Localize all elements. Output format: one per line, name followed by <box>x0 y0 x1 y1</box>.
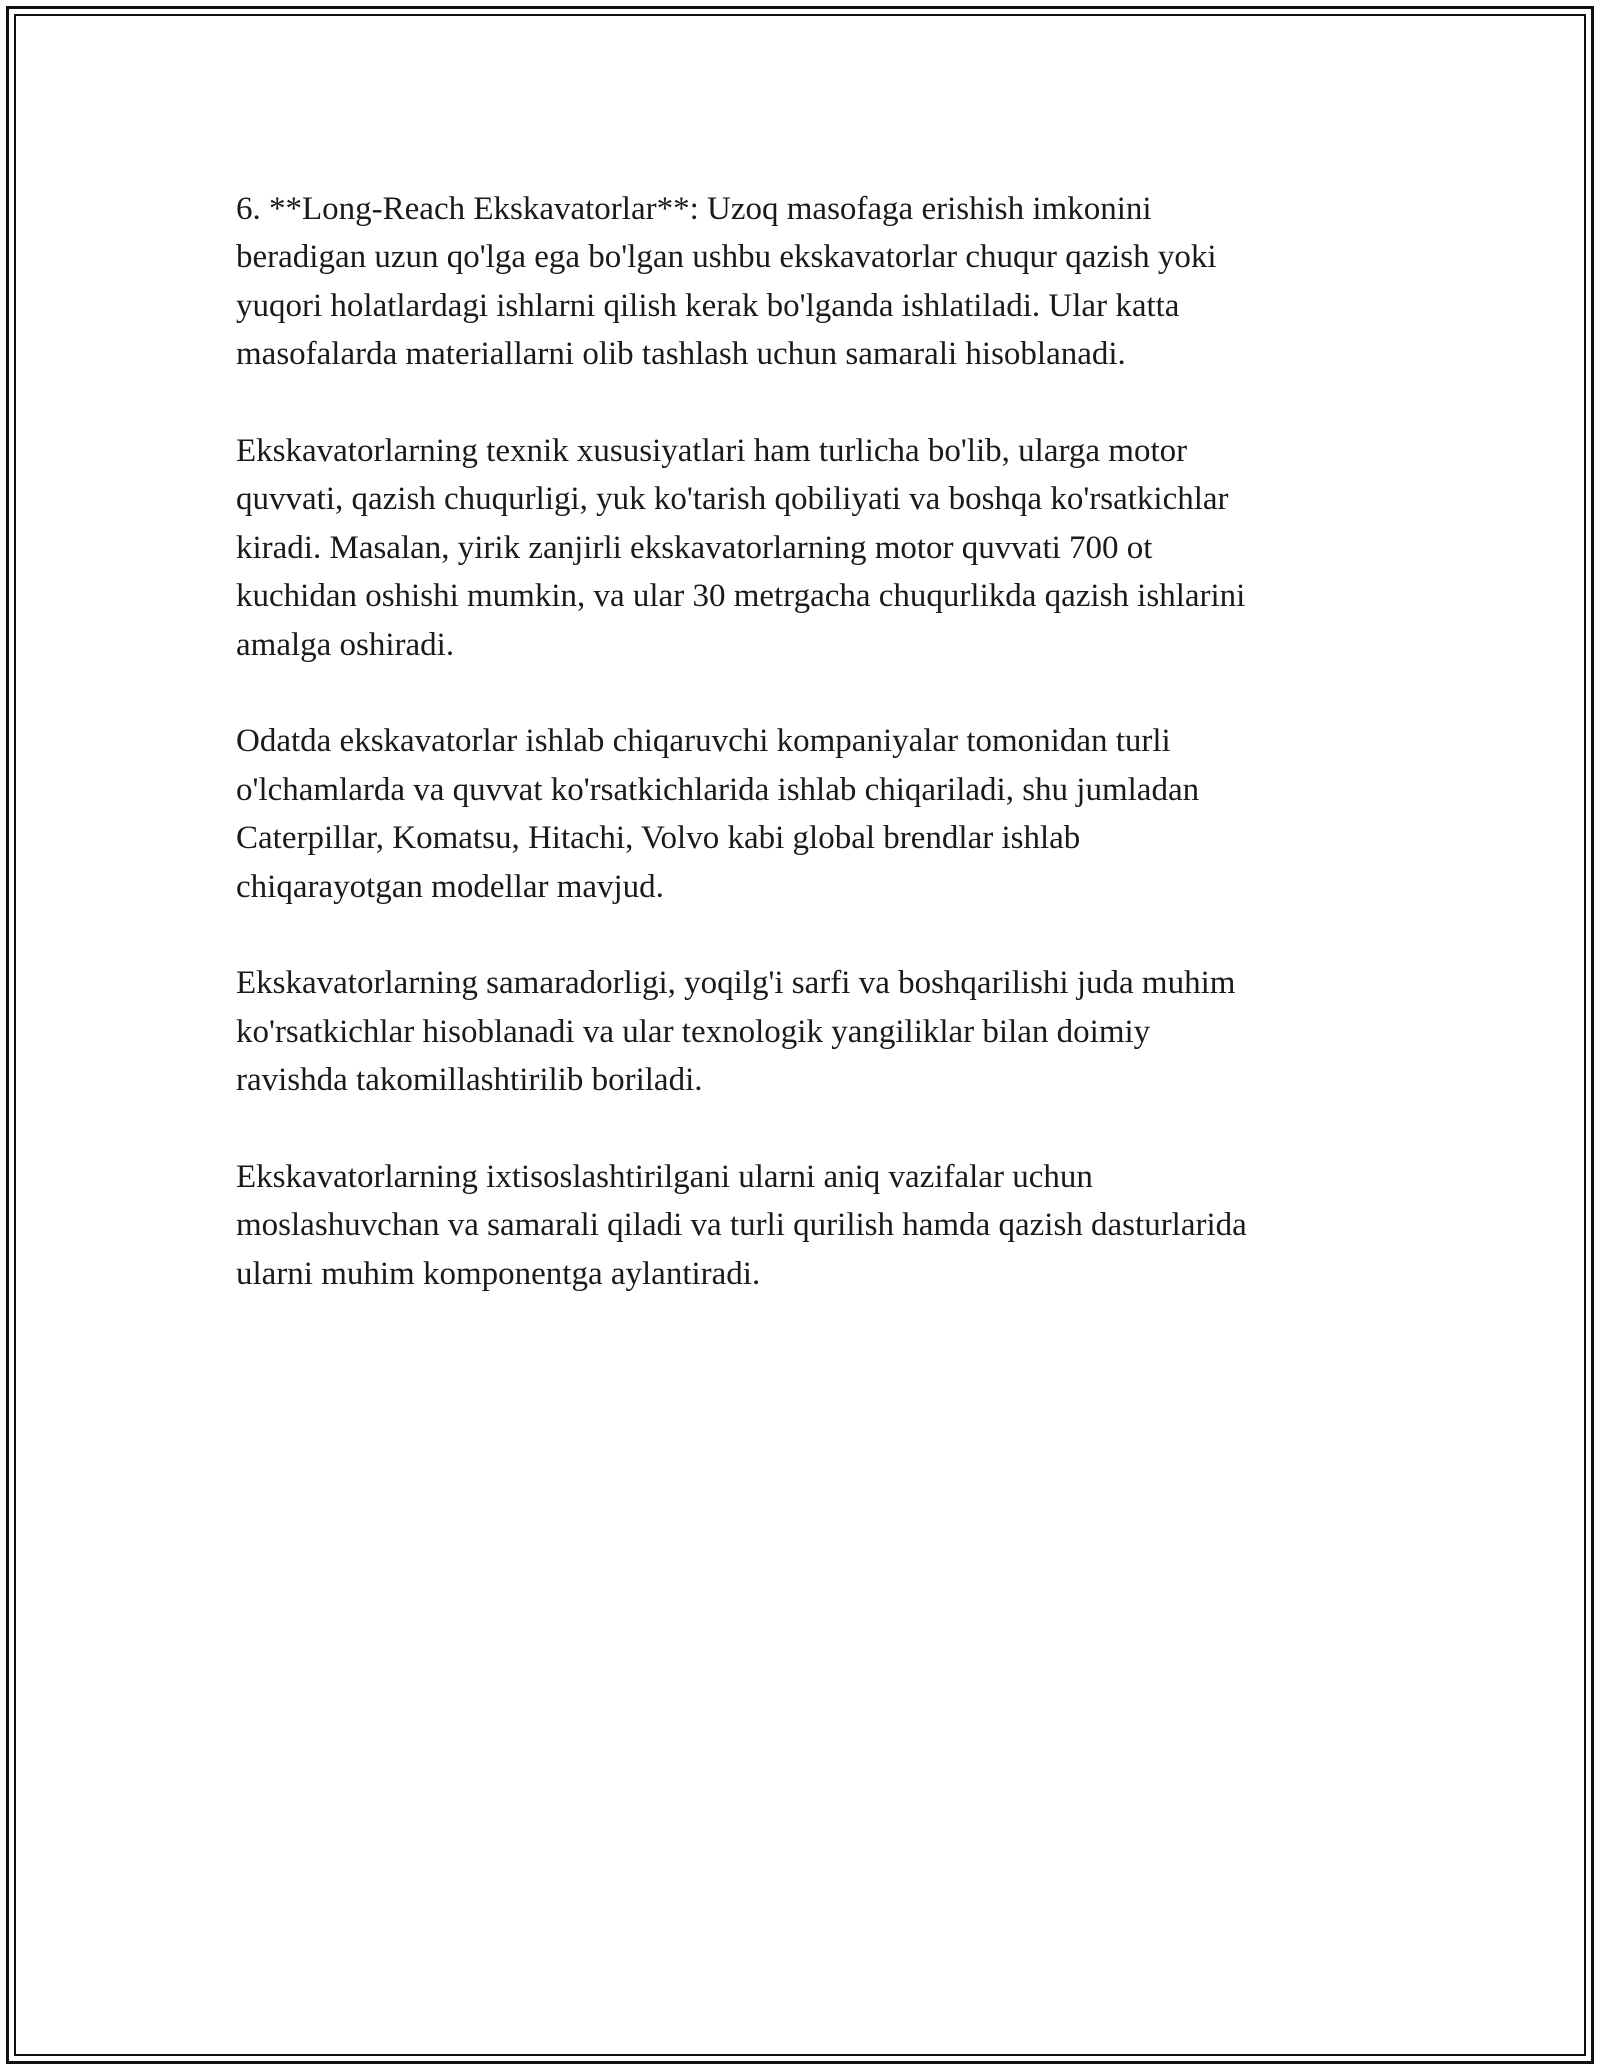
text-line: 6. **Long-Reach Ekskavatorlar**: Uzoq masofaga erishish imkonini <box>236 191 1152 227</box>
text-line: chiqarayotgan modellar mavjud. <box>236 868 664 905</box>
text-line: Ekskavatorlarning ixtisoslashtirilgani ularni aniq vazifalar uchun <box>236 1159 1093 1196</box>
text-line: beradigan uzun qo'lga ega bo'lgan ushbu ekskavatorlar chuqur qazish yoki <box>236 239 1217 276</box>
text-line: moslashuvchan va samarali qiladi va turli qurilish hamda qazish dasturlarida <box>236 1207 1247 1244</box>
text-line: ravishda takomillashtirilib boriladi. <box>236 1062 703 1099</box>
text-line: kuchidan oshishi mumkin, va ular 30 metrgacha chuqurlikda qazish ishlarini <box>236 578 1246 615</box>
paragraph-specialization <box>236 1153 1376 1298</box>
text-line: yuqori holatlardagi ishlarni qilish kerak bo'lganda ishlatiladi. Ular katta <box>236 287 1180 324</box>
paragraph-efficiency <box>236 959 1376 1104</box>
paragraph-long-reach <box>236 185 1376 379</box>
text-line: o'lchamlarda va quvvat ko'rsatkichlarida ishlab chiqariladi, shu jumladan <box>236 771 1200 808</box>
text-line: Odatda ekskavatorlar ishlab chiqaruvchi kompaniyalar tomonidan turli <box>236 723 1171 760</box>
text-line: amalga oshiradi. <box>236 626 455 663</box>
text-line: masofalarda materiallarni olib tashlash uchun samarali hisoblanadi. <box>236 336 1126 373</box>
text-line: kiradi. Masalan, yirik zanjirli ekskavatorlarning motor quvvati 700 ot <box>236 529 1153 566</box>
text-line: quvvati, qazish chuqurligi, yuk ko'tarish qobiliyati va boshqa ko'rsatkichlar <box>236 481 1229 518</box>
paragraph-technical-specs <box>236 427 1376 669</box>
text-line: ularni muhim komponentga aylantiradi. <box>236 1255 761 1292</box>
text-line: Caterpillar, Komatsu, Hitachi, Volvo kabi global brendlar ishlab <box>236 820 1081 857</box>
paragraph-manufacturers <box>236 717 1376 911</box>
text-line: ko'rsatkichlar hisoblanadi va ular texnologik yangiliklar bilan doimiy <box>236 1013 1151 1050</box>
text-line: Ekskavatorlarning texnik xususiyatlari ham turlicha bo'lib, ularga motor <box>236 433 1188 470</box>
document-body <box>236 185 1376 1347</box>
text-line: Ekskavatorlarning samaradorligi, yoqilg'i sarfi va boshqarilishi juda muhim <box>236 965 1236 1002</box>
